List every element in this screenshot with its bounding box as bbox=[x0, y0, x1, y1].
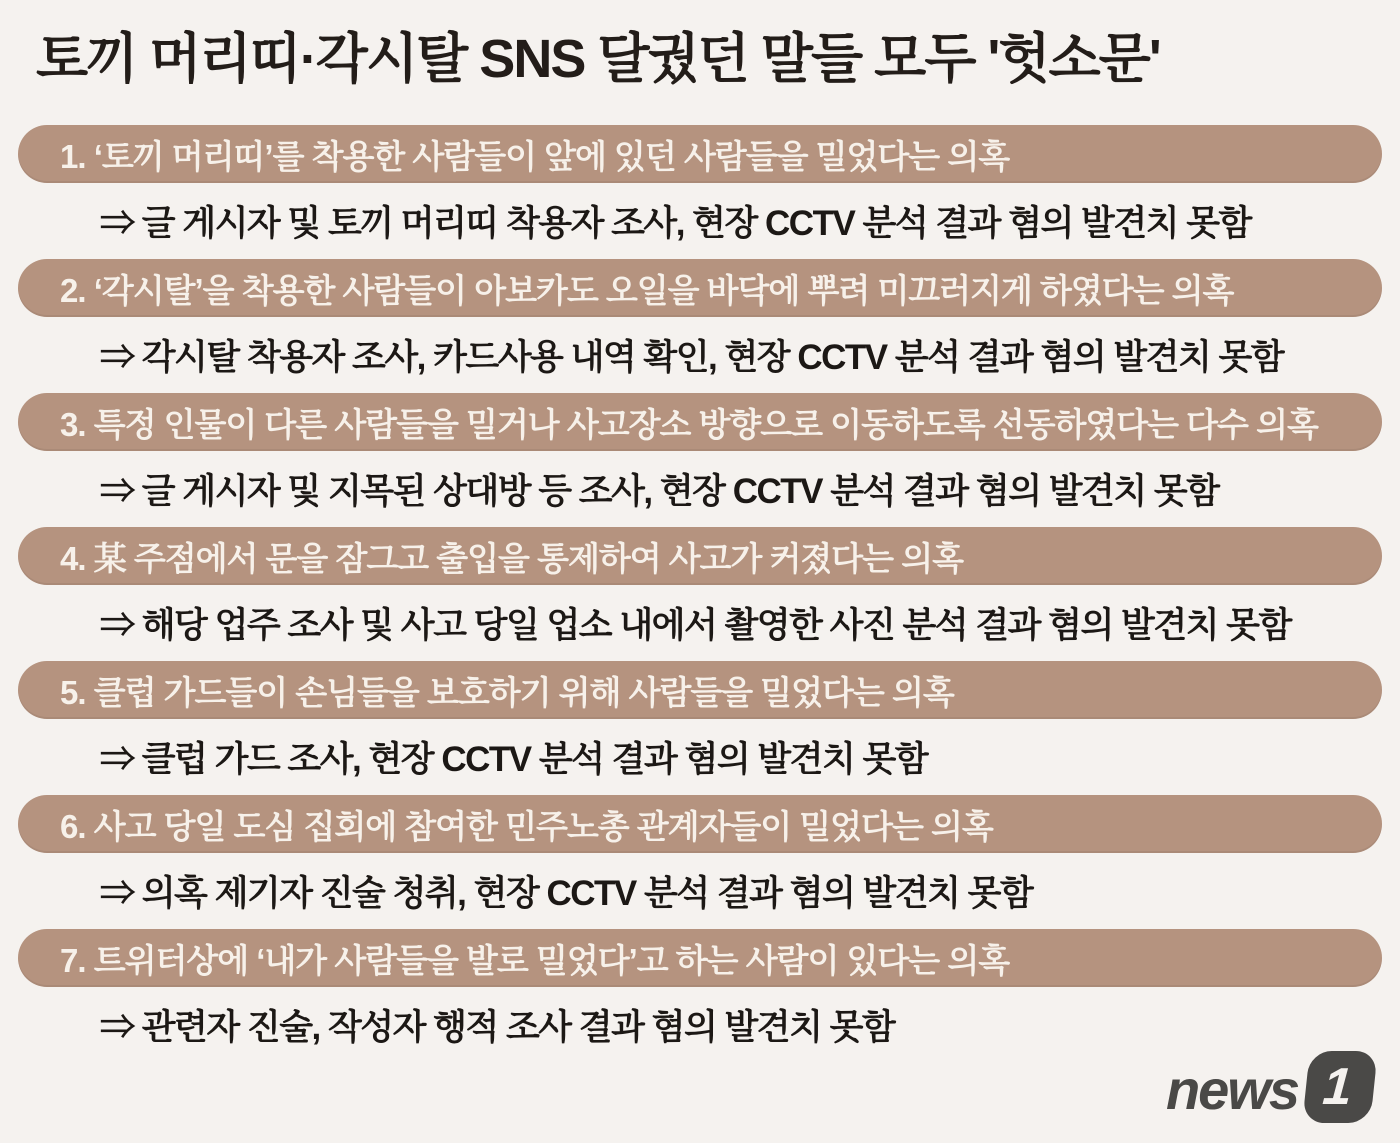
news1-logo-wordmark: news bbox=[1165, 1058, 1298, 1121]
finding-text: ⇒ 의혹 제기자 진술 청취, 현장 CCTV 분석 결과 혐의 발견치 못함 bbox=[100, 874, 1033, 913]
news1-logo-numeral: 1 bbox=[1320, 1058, 1354, 1116]
claim-text: 5. 클럽 가드들이 손님들을 보호하기 위해 사람들을 밀었다는 의혹 bbox=[60, 673, 954, 711]
claim-text: 6. 사고 당일 도심 집회에 참여한 민주노총 관계자들이 밀었다는 의혹 bbox=[60, 807, 993, 845]
claim-bar bbox=[18, 795, 1382, 853]
claim-text: 1. ‘토끼 머리띠’를 착용한 사람들이 앞에 있던 사람들을 밀었다는 의혹 bbox=[60, 137, 1010, 175]
finding-text: ⇒ 글 게시자 및 지목된 상대방 등 조사, 현장 CCTV 분석 결과 혐의 발견치 못함 bbox=[100, 472, 1219, 511]
list-item bbox=[0, 929, 1400, 1063]
finding-line bbox=[0, 317, 1400, 393]
finding-text: ⇒ 관련자 진술, 작성자 행적 조사 결과 혐의 발견치 못함 bbox=[100, 1008, 895, 1047]
claim-text: 7. 트위터상에 ‘내가 사람들을 발로 밀었다’고 하는 사람이 있다는 의혹 bbox=[60, 941, 1010, 979]
finding-line bbox=[0, 451, 1400, 527]
claim-text: 4. 某 주점에서 문을 잠그고 출입을 통제하여 사고가 커졌다는 의혹 bbox=[60, 539, 963, 577]
claim-text: 3. 특정 인물이 다른 사람들을 밀거나 사고장소 방향으로 이동하도록 선동하였다는 다수 의혹 bbox=[60, 405, 1318, 443]
finding-line bbox=[0, 853, 1400, 929]
list-item bbox=[0, 795, 1400, 929]
claim-bar bbox=[18, 929, 1382, 987]
list-item bbox=[0, 661, 1400, 795]
list-item bbox=[0, 259, 1400, 393]
finding-text: ⇒ 클럽 가드 조사, 현장 CCTV 분석 결과 혐의 발견치 못함 bbox=[100, 740, 928, 779]
claim-bar bbox=[18, 259, 1382, 317]
list-item bbox=[0, 527, 1400, 661]
finding-text: ⇒ 각시탈 착용자 조사, 카드사용 내역 확인, 현장 CCTV 분석 결과 혐의 발견치 못함 bbox=[100, 338, 1284, 377]
finding-line bbox=[0, 719, 1400, 795]
finding-text: ⇒ 해당 업주 조사 및 사고 당일 업소 내에서 촬영한 사진 분석 결과 혐의 발견치 못함 bbox=[100, 606, 1291, 645]
claim-bar bbox=[18, 661, 1382, 719]
claim-bar bbox=[18, 125, 1382, 183]
claim-bar bbox=[18, 393, 1382, 451]
finding-text: ⇒ 글 게시자 및 토끼 머리띠 착용자 조사, 현장 CCTV 분석 결과 혐의 발견치 못함 bbox=[100, 204, 1251, 243]
rumor-list bbox=[0, 125, 1400, 1063]
claim-bar bbox=[18, 527, 1382, 585]
page-title: 토끼 머리띠·각시탈 SNS 달궜던 말들 모두 '헛소문' bbox=[36, 29, 1160, 89]
news1-logo bbox=[1166, 1051, 1374, 1123]
news1-logo-badge-icon bbox=[1302, 1051, 1378, 1123]
list-item bbox=[0, 393, 1400, 527]
finding-line bbox=[0, 585, 1400, 661]
list-item bbox=[0, 125, 1400, 259]
finding-line bbox=[0, 183, 1400, 259]
claim-text: 2. ‘각시탈’을 착용한 사람들이 아보카도 오일을 바닥에 뿌려 미끄러지게 하였다는 의혹 bbox=[60, 271, 1234, 309]
